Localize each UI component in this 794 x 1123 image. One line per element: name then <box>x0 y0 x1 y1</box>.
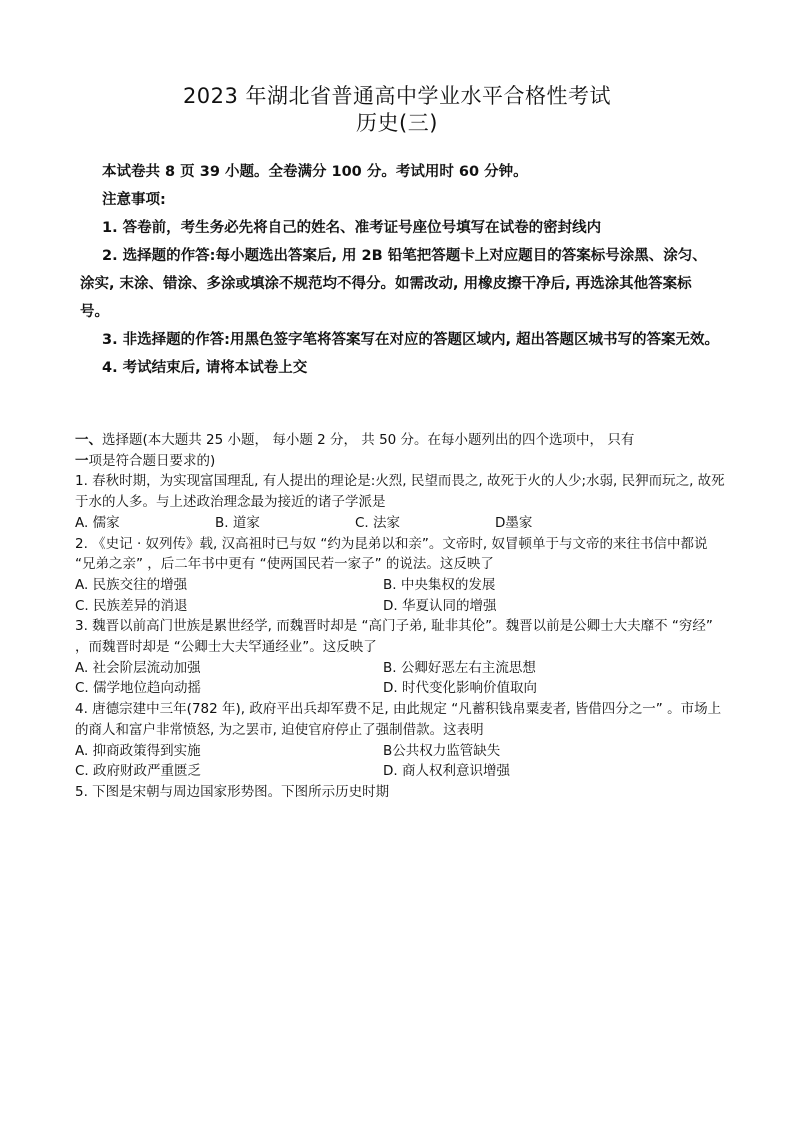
option-c: C. 政府财政严重匮乏 <box>75 763 202 780</box>
section-title-line2: 一项是符合题日要求的) <box>75 452 216 469</box>
multiple-choice-section <box>75 430 725 803</box>
option-a: A. 民族交往的增强 <box>75 576 188 593</box>
option-a: A. 儒家 <box>75 514 120 531</box>
exam-subtitle: 历史(三) <box>356 111 438 135</box>
question-4-options-row2 <box>75 761 725 782</box>
question-2-stem: 2. 《史记 · 奴列传》载, 汉高祖时已与奴 “约为昆弟以和亲”。文帝时, 奴冒顿单于与文帝的来往书信中都说 “兄弟之亲” ，后二年书中更有 “使两国民若一家子” 的说法。这反映了 <box>75 535 708 573</box>
notice-item-4: 4. 考试结束后, 请将本试卷上交 <box>102 360 308 376</box>
question-4-stem: 4. 唐德宗建中三年(782 年), 政府平出兵却军费不足, 由此规定 “凡蓄积钱帛粟麦者, 皆借四分之一” 。市场上的商人和富户非常愤怒, 为之罢市, 迫使官府停止了强制借款。这表明 <box>75 701 722 738</box>
question-3-options-row2 <box>75 678 725 699</box>
question-2-options-row1 <box>75 575 725 596</box>
option-b: B公共权力监管缺失 <box>383 742 501 759</box>
question-1-stem: 1. 春秋时期，为实现富国理乱, 有人提出的理论是:火烈, 民望而畏之, 故死于火的人少;水弱, 民狎而玩之, 故死于水的人多。与上述政治理念最为接近的诸子学派是 <box>75 473 725 511</box>
question-3-options-row1 <box>75 658 725 679</box>
section-title: 一、选择题(本大题共 25 小题， 每小题 2 分， 共 50 分。在每小题列出的四个选项中， 只有 <box>75 432 635 448</box>
option-c: C. 民族差异的消退 <box>75 597 188 614</box>
option-d: D. 华夏认同的增强 <box>383 597 497 614</box>
option-b: B. 公卿好恶左右主流思想 <box>383 659 536 676</box>
question-2-options-row2 <box>75 596 725 617</box>
exam-notice <box>80 158 720 382</box>
option-d: D. 商人权利意识增强 <box>383 763 510 780</box>
option-a: A. 社会阶层流动加强 <box>75 659 201 676</box>
option-b: B. 道家 <box>215 514 260 531</box>
notice-summary: 本试卷共 8 页 39 小题。全卷满分 100 分。考试用时 60 分钟。 <box>102 164 528 180</box>
exam-title: 2023 年湖北省普通高中学业水平合格性考试 <box>182 84 612 108</box>
notice-item-1: 1. 答卷前，考生务必先将自己的姓名、准考证号座位号填写在试卷的密封线内 <box>102 220 602 236</box>
notice-item-2: 2. 选择题的作答:每小题选出答案后, 用 2B 铅笔把答题卡上对应题目的答案标号涂黑、涂匀、涂实, 末涂、错涂、多涂或填涂不规范均不得分。如需改动, 用橡皮擦干净后, 再选涂其他答案标号。 <box>80 248 707 320</box>
option-c: C. 法家 <box>355 514 401 531</box>
question-3-stem: 3. 魏晋以前高门世族是累世经学, 而魏晋时却是 “高门子弟, 耻非其伦”。魏晋以前是公卿士大夫靡不 “穷经” ，而魏晋时却是 “公卿士大夫罕通经业”。这反映了 <box>75 618 713 656</box>
option-d: D. 时代变化影响价值取向 <box>383 680 537 697</box>
option-a: A. 抑商政策得到实施 <box>75 742 201 759</box>
option-c: C. 儒学地位趋向动摇 <box>75 680 202 697</box>
question-1-options <box>75 513 725 534</box>
option-d: D墨家 <box>495 514 533 531</box>
notice-item-3: 3. 非选择题的作答:用黑色签字笔将答案写在对应的答题区域内, 超出答题区城书写的答案无效。 <box>102 332 719 348</box>
option-b: B. 中央集权的发展 <box>383 576 496 593</box>
question-5-stem: 5. 下图是宋朝与周边国家形势图。下图所示历史时期 <box>75 783 390 800</box>
notice-heading: 注意事项: <box>102 192 166 208</box>
question-4-options-row1 <box>75 741 725 762</box>
